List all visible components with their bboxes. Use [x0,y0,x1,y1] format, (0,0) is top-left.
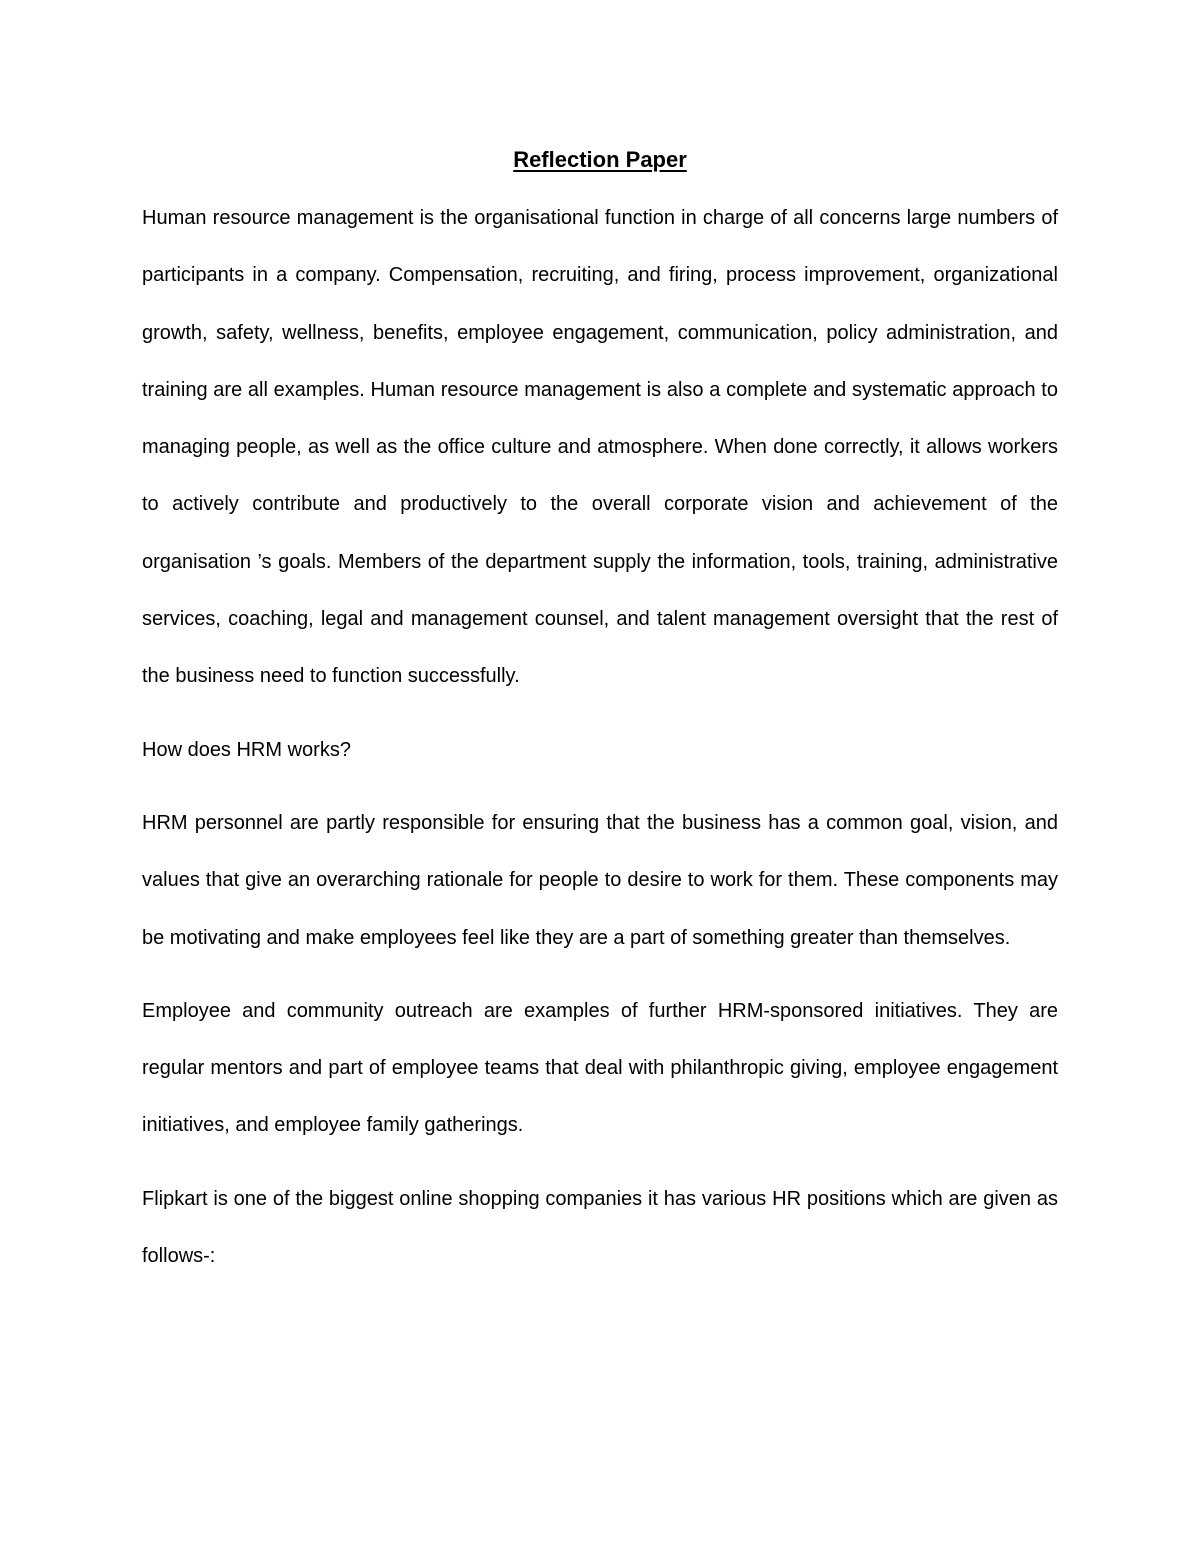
paragraph-outreach: Employee and community outreach are examples of further HRM-sponsored initiatives. They are regular mentors and part of employee teams that deal with philanthropic giving, employee engagement initiatives, and employee family gatherings. [142,999,1058,1137]
paragraph-hrm-intro: Human resource management is the organisational function in charge of all concerns large numbers of participants in a company. Compensation, recruiting, and firing, process improvement, organizational growth, safety, wellness, benefits, employee engagement, communication, policy administration, and training are all examples. Human resource management is also a complete and systematic approach to managing people, as well as the office culture and atmosphere. When done correctly, it allows workers to actively contribute and productively to the overall corporate vision and achievement of the organisation ’s goals. Members of the department supply the information, tools, training, administrative services, coaching, legal and management counsel, and talent management oversight that the rest of the business need to function successfully. [142,207,1058,688]
paragraph-hrm-question: How does HRM works? [142,738,351,761]
paragraph-hrm-personnel: HRM personnel are partly responsible for ensuring that the business has a common goal, vision, and values that give an overarching rationale for people to desire to work for them. These components may be motivating and make employees feel like they are a part of something greater than themselves. [142,811,1058,949]
page-title: Reflection Paper [513,147,687,172]
document-body [142,190,1058,1285]
paragraph-flipkart: Flipkart is one of the biggest online shopping companies it has various HR positions which are given as follows-: [142,1187,1058,1268]
